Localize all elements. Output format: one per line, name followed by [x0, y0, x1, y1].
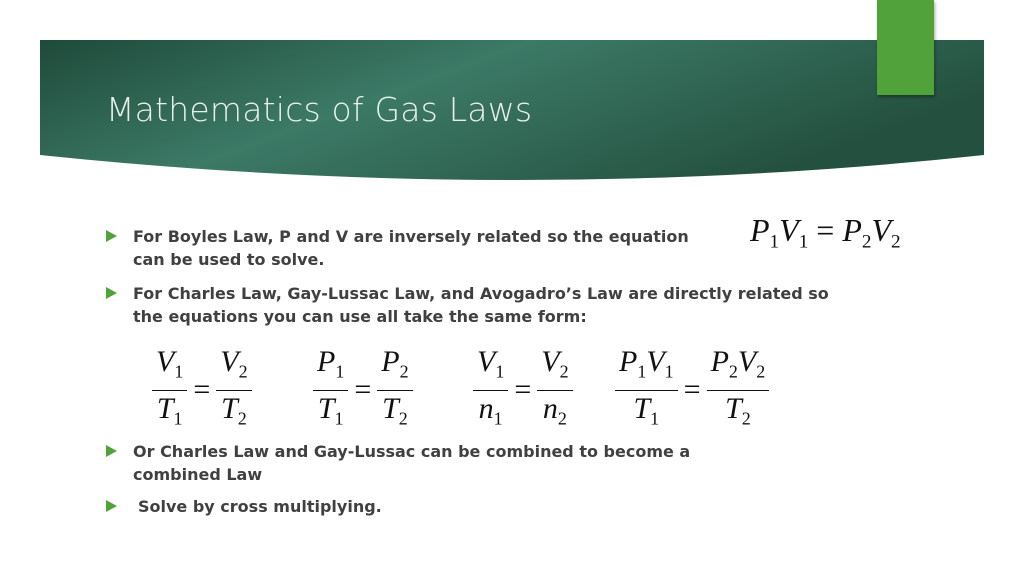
bullet-text: Solve by cross multiplying.	[138, 497, 382, 516]
combined-gas-law-equation: $\frac{P_1V_1}{T_1}$ = $\frac{P_2V_2}{T_2}$	[615, 345, 769, 435]
bullet-text: Or Charles Law and Gay-Lussac can be combined to become a combined Law	[133, 442, 691, 484]
avogadro-law-equation: $\frac{V_1}{n_1}$ = $\frac{V_2}{n_2}$	[473, 345, 573, 435]
bullet-boyles-law	[106, 225, 706, 271]
bullet-text: For Boyles Law, P and V are inversely related so the equation can be used to solve.	[133, 227, 689, 269]
bullet-arrow-icon	[106, 230, 117, 242]
bullet-text: For Charles Law, Gay-Lussac Law, and Avogadro’s Law are directly related so the equations you can use all take the same form:	[133, 284, 829, 326]
gay-lussac-law-equation: $\frac{P_1}{T_1}$ = $\frac{P_2}{T_2}$	[313, 345, 413, 435]
boyles-law-equation: $P_1V_1 = P_2V_2$	[750, 212, 901, 253]
bullet-combined-law	[106, 440, 746, 486]
bullet-arrow-icon	[106, 287, 117, 299]
slide-title: Mathematics of Gas Laws	[106, 90, 533, 129]
charles-law-equation: $\frac{V_1}{T_1}$ = $\frac{V_2}{T_2}$	[152, 345, 252, 435]
bullet-direct-laws	[106, 282, 846, 328]
bullet-cross-multiply	[106, 495, 846, 518]
bullet-arrow-icon	[106, 445, 117, 457]
accent-tab	[877, 0, 934, 95]
bullet-arrow-icon	[106, 500, 117, 512]
